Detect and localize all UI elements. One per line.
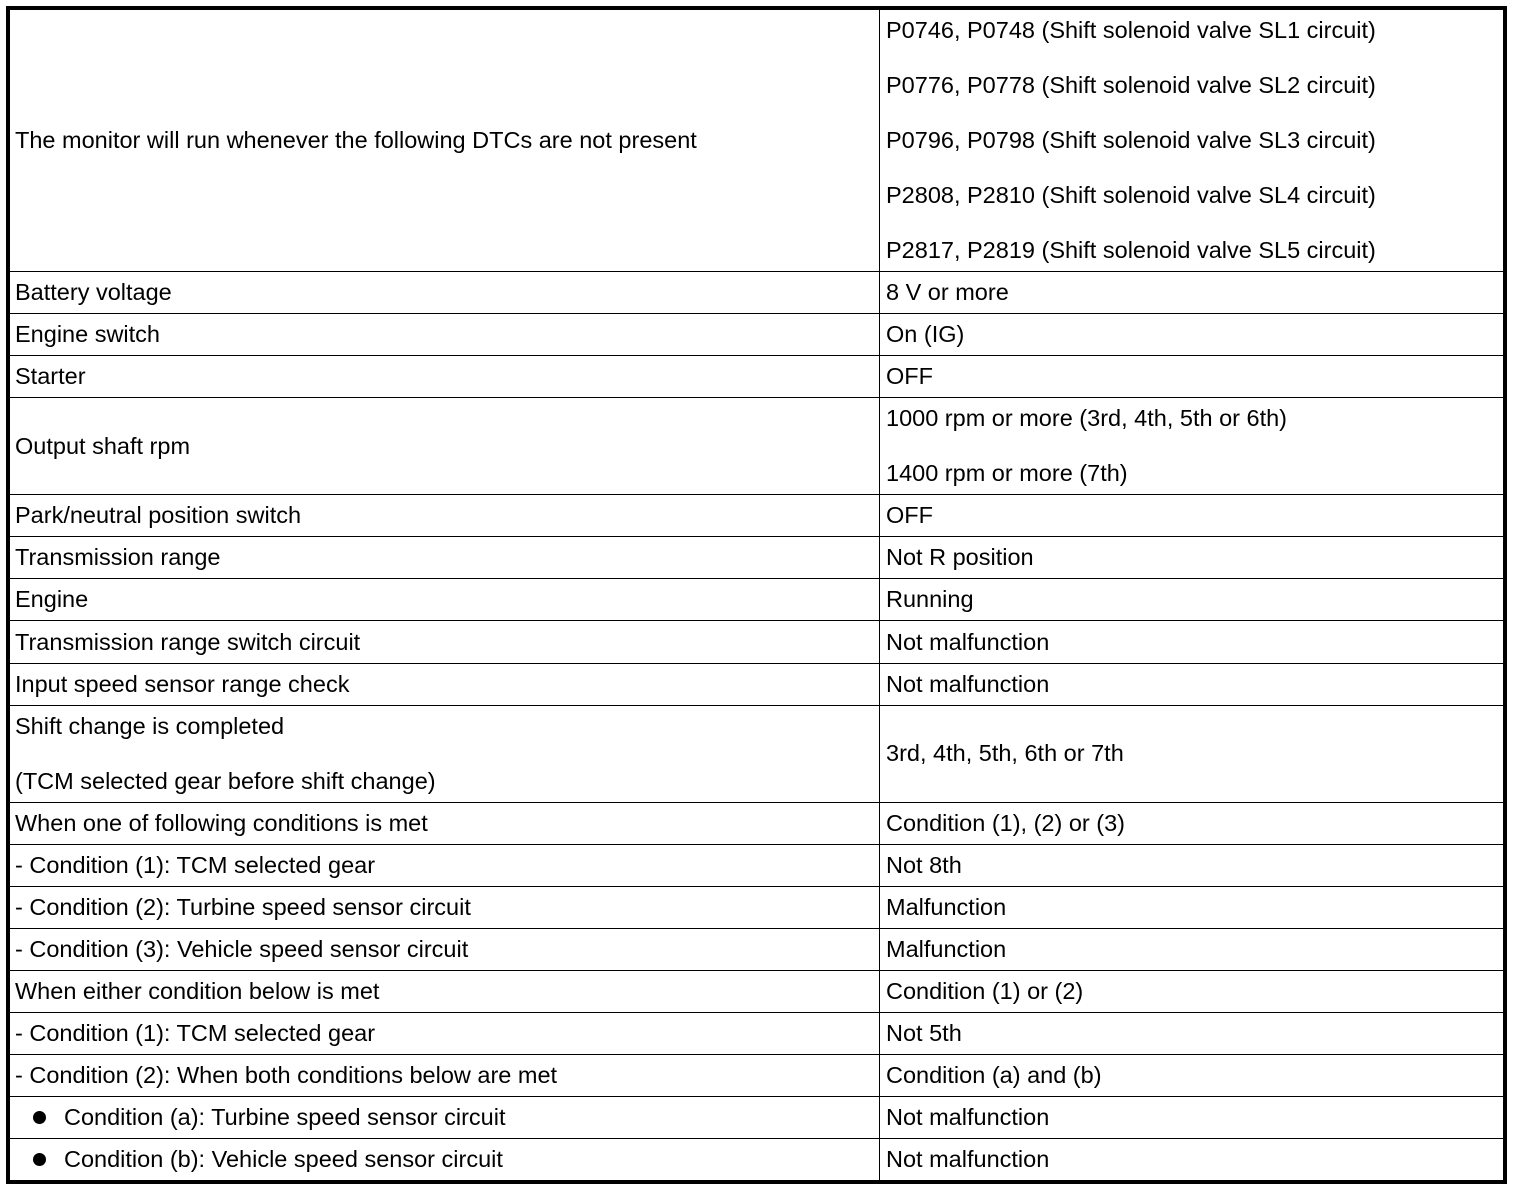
bullet-icon — [33, 1153, 46, 1166]
condition-cell — [10, 495, 880, 537]
condition-text: - Condition (1): TCM selected gear — [15, 1019, 376, 1046]
value-cell — [880, 705, 1504, 802]
value-cell — [880, 1012, 1504, 1054]
condition-cell — [10, 928, 880, 970]
condition-text: - Condition (3): Vehicle speed sensor circuit — [15, 935, 469, 962]
value-text: Not malfunction — [886, 628, 1050, 655]
value-text: Not R position — [886, 544, 1034, 571]
condition-text: Condition (a): Turbine speed sensor circuit — [64, 1103, 506, 1130]
value-text: P2808, P2810 (Shift solenoid valve SL4 circuit) — [886, 182, 1376, 209]
condition-cell — [10, 802, 880, 844]
table-row — [10, 10, 1504, 272]
value-text: OFF — [886, 502, 933, 529]
condition-text: Shift change is completed — [15, 712, 285, 739]
table-row — [10, 495, 1504, 537]
condition-cell — [10, 398, 880, 495]
table-row — [10, 844, 1504, 886]
condition-cell — [10, 705, 880, 802]
value-text: Not malfunction — [886, 670, 1050, 697]
condition-cell — [10, 10, 880, 272]
value-cell — [880, 398, 1504, 495]
value-text: 8 V or more — [886, 279, 1009, 306]
condition-text: Battery voltage — [15, 279, 172, 306]
value-text: Malfunction — [886, 935, 1007, 962]
value-cell — [880, 495, 1504, 537]
table-row — [10, 705, 1504, 802]
table-row — [10, 1138, 1504, 1180]
table-row — [10, 802, 1504, 844]
condition-text: Condition (b): Vehicle speed sensor circuit — [64, 1145, 503, 1172]
value-cell — [880, 10, 1504, 272]
condition-text: (TCM selected gear before shift change) — [15, 767, 436, 794]
value-text: P2817, P2819 (Shift solenoid valve SL5 circuit) — [886, 237, 1376, 264]
value-cell — [880, 1054, 1504, 1096]
condition-text: Input speed sensor range check — [15, 670, 350, 697]
value-cell — [880, 356, 1504, 398]
condition-cell — [10, 663, 880, 705]
condition-text: - Condition (2): Turbine speed sensor circuit — [15, 893, 471, 920]
bullet-line — [15, 1104, 879, 1131]
value-cell — [880, 272, 1504, 314]
table-row — [10, 621, 1504, 663]
value-text: On (IG) — [886, 321, 965, 348]
table-row — [10, 272, 1504, 314]
condition-cell — [10, 537, 880, 579]
value-text: P0746, P0748 (Shift solenoid valve SL1 circuit) — [886, 17, 1376, 44]
value-cell — [880, 579, 1504, 621]
condition-text: Transmission range switch circuit — [15, 628, 361, 655]
value-cell — [880, 802, 1504, 844]
value-text: Malfunction — [886, 893, 1007, 920]
value-text: Condition (1), (2) or (3) — [886, 809, 1125, 836]
value-cell — [880, 1138, 1504, 1180]
condition-text: - Condition (2): When both conditions below are met — [15, 1061, 558, 1088]
monitor-conditions-table — [9, 9, 1504, 1181]
value-cell — [880, 928, 1504, 970]
condition-cell — [10, 844, 880, 886]
condition-text: The monitor will run whenever the following DTCs are not present — [15, 127, 697, 154]
value-cell — [880, 314, 1504, 356]
condition-text: Output shaft rpm — [15, 432, 191, 459]
table-row — [10, 970, 1504, 1012]
condition-cell — [10, 272, 880, 314]
value-text: Not malfunction — [886, 1145, 1050, 1172]
table-row — [10, 1096, 1504, 1138]
value-cell — [880, 886, 1504, 928]
condition-cell — [10, 970, 880, 1012]
value-text: Condition (a) and (b) — [886, 1061, 1102, 1088]
bullet-line — [15, 1146, 879, 1173]
condition-cell — [10, 886, 880, 928]
condition-text: When one of following conditions is met — [15, 809, 428, 836]
condition-text: Engine switch — [15, 321, 160, 348]
condition-text: Starter — [15, 363, 86, 390]
value-text: 1400 rpm or more (7th) — [886, 460, 1128, 487]
condition-text: Park/neutral position switch — [15, 502, 302, 529]
value-text: Not 5th — [886, 1019, 962, 1046]
condition-cell — [10, 1054, 880, 1096]
value-text: 3rd, 4th, 5th, 6th or 7th — [886, 740, 1124, 767]
condition-text: Engine — [15, 586, 89, 613]
value-text: Not malfunction — [886, 1103, 1050, 1130]
value-text: Running — [886, 586, 974, 613]
table-row — [10, 886, 1504, 928]
value-cell — [880, 537, 1504, 579]
value-text: P0776, P0778 (Shift solenoid valve SL2 circuit) — [886, 72, 1376, 99]
value-text: Not 8th — [886, 851, 962, 878]
value-text: 1000 rpm or more (3rd, 4th, 5th or 6th) — [886, 405, 1287, 432]
conditions-table-frame — [6, 6, 1507, 1184]
condition-cell — [10, 579, 880, 621]
value-cell — [880, 1096, 1504, 1138]
value-text: OFF — [886, 363, 933, 390]
table-row — [10, 314, 1504, 356]
condition-cell — [10, 621, 880, 663]
condition-cell — [10, 1096, 880, 1138]
value-cell — [880, 621, 1504, 663]
table-row — [10, 398, 1504, 495]
value-cell — [880, 970, 1504, 1012]
table-row — [10, 928, 1504, 970]
table-row — [10, 1054, 1504, 1096]
condition-cell — [10, 356, 880, 398]
condition-cell — [10, 1012, 880, 1054]
condition-text: When either condition below is met — [15, 977, 380, 1004]
bullet-icon — [33, 1111, 46, 1124]
condition-cell — [10, 1138, 880, 1180]
condition-text: Transmission range — [15, 544, 221, 571]
value-cell — [880, 663, 1504, 705]
value-text: P0796, P0798 (Shift solenoid valve SL3 circuit) — [886, 127, 1376, 154]
table-row — [10, 356, 1504, 398]
table-row — [10, 579, 1504, 621]
table-row — [10, 663, 1504, 705]
table-row — [10, 1012, 1504, 1054]
value-text: Condition (1) or (2) — [886, 977, 1084, 1004]
table-row — [10, 537, 1504, 579]
condition-cell — [10, 314, 880, 356]
value-cell — [880, 844, 1504, 886]
condition-text: - Condition (1): TCM selected gear — [15, 851, 376, 878]
